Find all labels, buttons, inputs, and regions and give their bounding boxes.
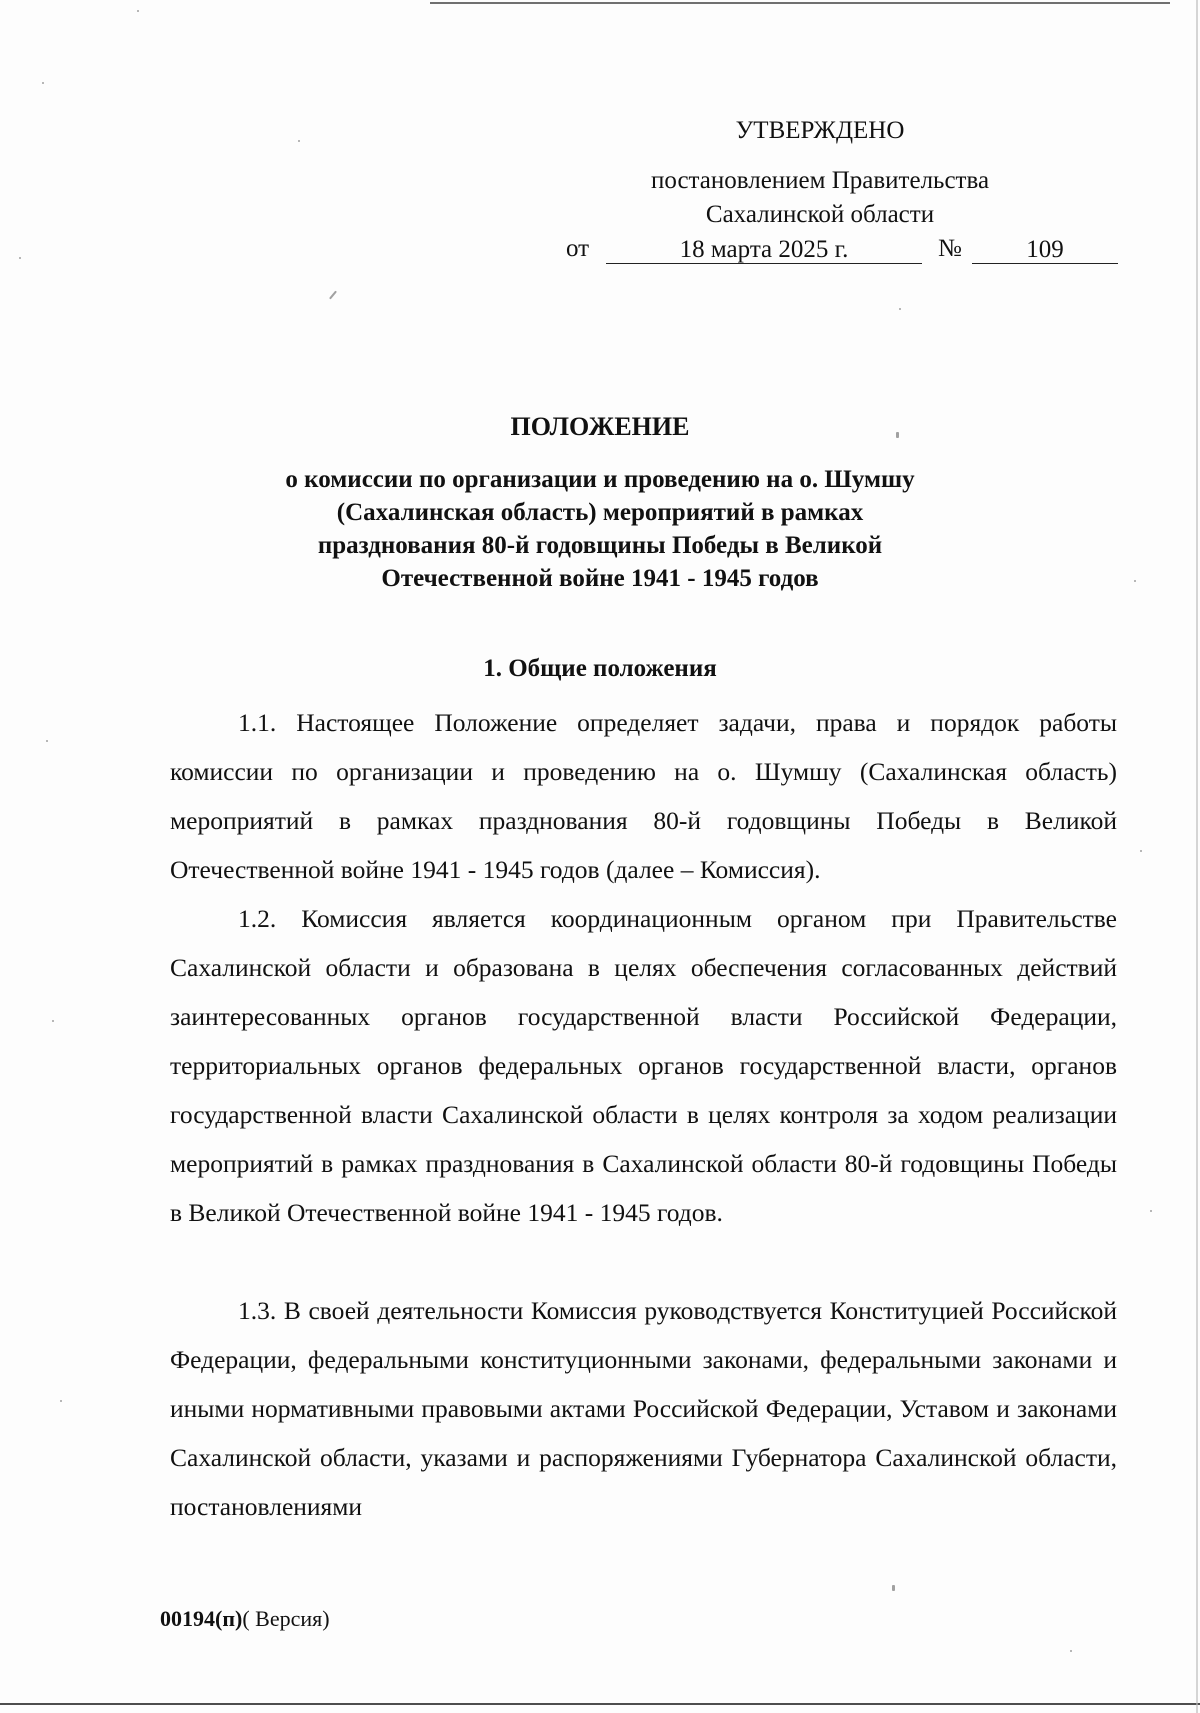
scan-speck bbox=[19, 257, 21, 259]
scan-speck bbox=[1134, 580, 1136, 582]
scan-edge-right bbox=[1196, 0, 1198, 1713]
document-subtitle: о комиссии по организации и проведению на о. Шумшу (Сахалинская область) мероприятий в рамках празднования 80-й годовщины Победы в Великой Отечественной войне 1941 - 1945 годов bbox=[285, 466, 915, 592]
scan-speck bbox=[899, 308, 901, 310]
scan-speck bbox=[52, 1020, 54, 1022]
scan-speck bbox=[137, 10, 139, 12]
approval-number-sign: № bbox=[938, 235, 962, 262]
scan-edge-bottom bbox=[0, 1703, 1200, 1705]
scan-speck bbox=[42, 82, 44, 84]
scan-speck bbox=[329, 291, 337, 300]
paragraph-1-2: 1.2. Комиссия является координационным органом при Правительстве Сахалинской области и образована в целях обеспечения согласованных действий заинтересованных органов государственной власти Российской Федерации, территориальных органов федеральных органов государственной власти, органов государственной власти Сахалинской области в целях контроля за ходом реализации мероприятий в рамках празднования в Сахалинской области 80-й годовщины Победы в Великой Отечественной войне 1941 - 1945 годов. bbox=[170, 904, 1117, 1227]
paragraph-1-1: 1.1. Настоящее Положение определяет задачи, права и порядок работы комиссии по организации и проведению на о. Шумшу (Сахалинская область) мероприятий в рамках празднования 80-й годовщины Победы в Великой Отечественной войне 1941 - 1945 годов (далее – Комиссия). bbox=[170, 708, 1117, 884]
scan-speck bbox=[1140, 850, 1142, 852]
approval-title: УТВЕРЖДЕНО bbox=[735, 117, 905, 144]
scan-edge-top bbox=[430, 2, 1170, 4]
footer-version: ( Версия) bbox=[242, 1606, 330, 1631]
section-heading: 1. Общие положения bbox=[483, 655, 717, 682]
document-title: ПОЛОЖЕНИЕ bbox=[510, 412, 690, 441]
paragraph-1-3: 1.3. В своей деятельности Комиссия руководствуется Конституцией Российской Федерации, федеральными конституционными законами, федеральными законами и иными нормативными правовыми актами Российской Федерации, Уставом и законами Сахалинской области, указами и распоряжениями Губернатора Сахалинской области, постановлениями bbox=[170, 1296, 1117, 1521]
scan-speck bbox=[46, 740, 48, 742]
approval-from-label: от bbox=[566, 235, 590, 262]
approval-issuer-line1: постановлением Правительства bbox=[650, 167, 990, 194]
approval-issuer-line2: Сахалинской области bbox=[705, 201, 935, 228]
approval-date: 18 марта 2025 г. bbox=[606, 236, 922, 264]
footer-code-number: 00194(п) bbox=[160, 1606, 243, 1631]
footer-code bbox=[160, 1608, 330, 1630]
scan-speck bbox=[1070, 1650, 1072, 1652]
scan-speck bbox=[60, 1400, 62, 1402]
scan-speck bbox=[892, 1585, 895, 1591]
scan-speck bbox=[1150, 1210, 1152, 1212]
approval-number: 109 bbox=[972, 236, 1118, 264]
scan-speck bbox=[298, 140, 300, 142]
